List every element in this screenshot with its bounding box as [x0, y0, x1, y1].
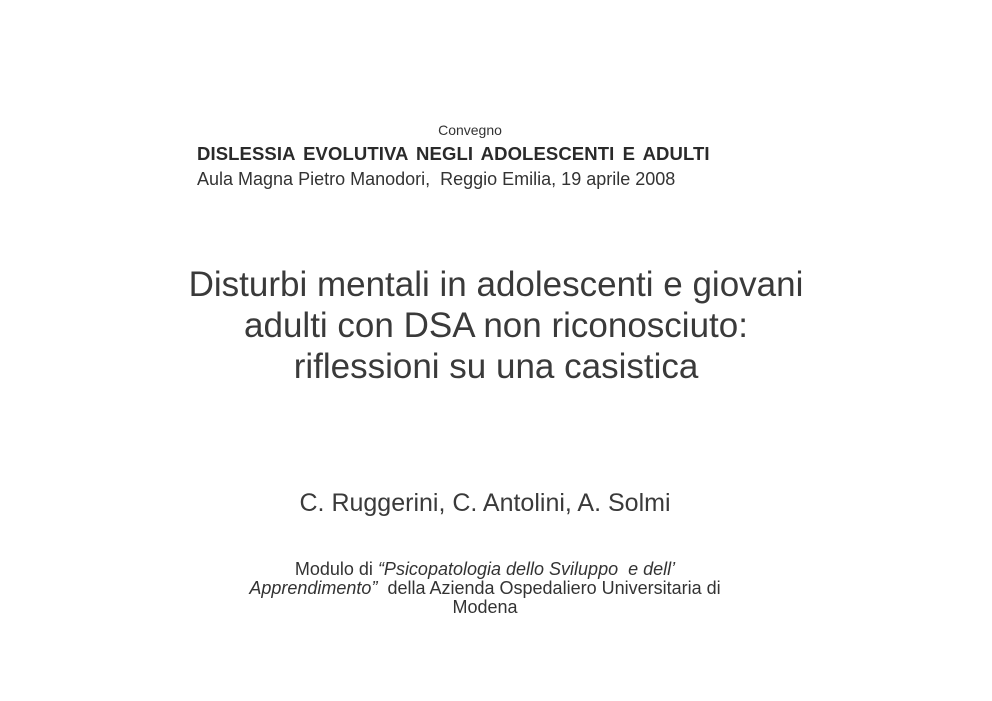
- affiliation-line-3: Modena: [452, 597, 518, 617]
- conference-label: Convegno: [438, 122, 502, 138]
- affiliation: [0, 560, 970, 617]
- module-name-part-2: Apprendimento”: [249, 578, 378, 598]
- presentation-title: [0, 264, 992, 387]
- module-name-part-1: “Psicopatologia dello Sviluppo e dell’: [377, 559, 676, 579]
- authors: C. Ruggerini, C. Antolini, A. Solmi: [299, 489, 671, 517]
- presentation-title-line: riflessioni su una casistica: [293, 347, 699, 386]
- affiliation-prefix: Modulo di: [294, 559, 378, 579]
- presentation-title-line: adulti con DSA non riconosciuto:: [244, 306, 748, 345]
- institution-name: della Azienda Ospedaliero Universitaria di: [377, 578, 721, 598]
- conference-venue: Aula Magna Pietro Manodori, Reggio Emilia, 19 aprile 2008: [197, 169, 676, 189]
- presentation-title-line: Disturbi mentali in adolescenti e giovani: [188, 265, 804, 304]
- affiliation-line-2: [0, 579, 970, 598]
- conference-title: DISLESSIA EVOLUTIVA NEGLI ADOLESCENTI E ADULTI: [197, 143, 710, 164]
- affiliation-line-1: [0, 560, 970, 579]
